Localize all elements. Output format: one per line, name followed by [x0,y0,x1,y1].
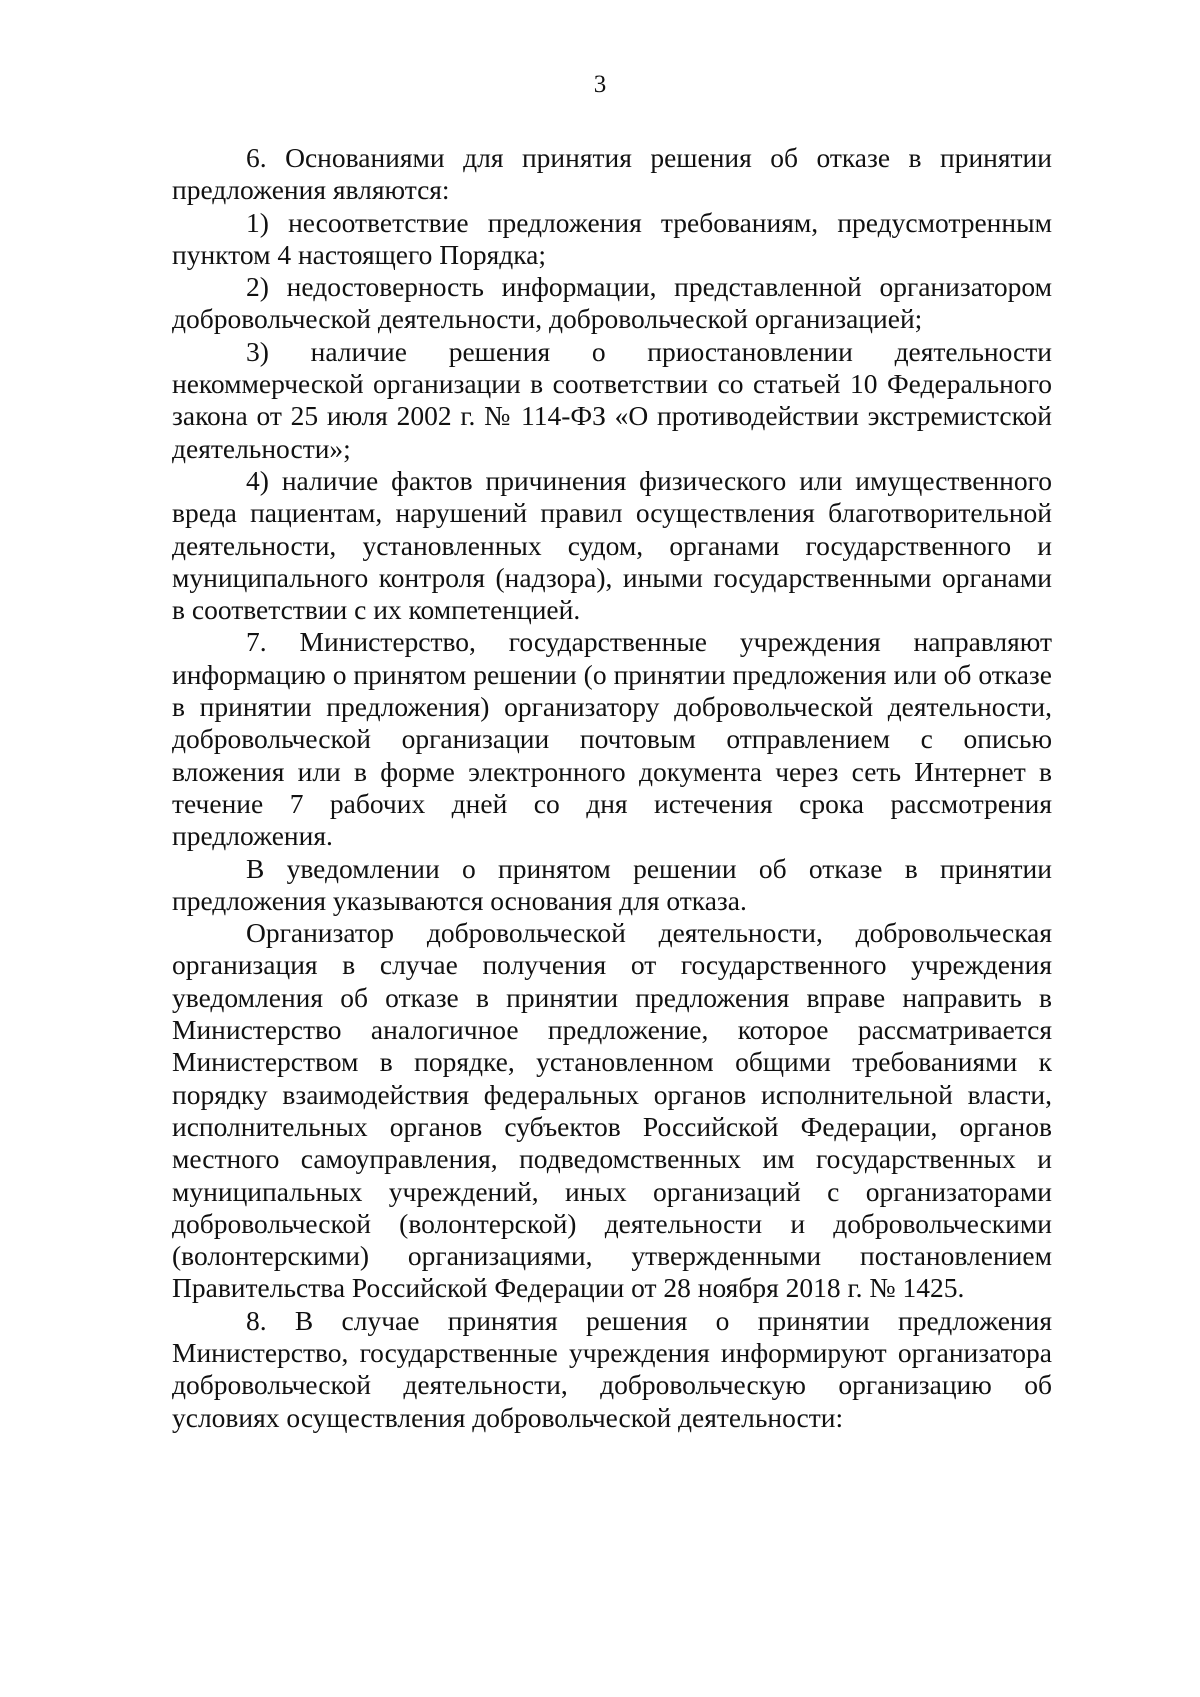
paragraph-organizer-appeal: Организатор добровольческой деятельности, добровольческая организация в случае получения от государственного учреждения уведомления об отказе в принятии предложения вправе направить в Министерство аналогичное предложение, которое рассматривается Министерством в порядке, установленном общими требованиями к порядку взаимодействия федеральных органов исполнительной власти, исполнительных органов субъектов Российской Федерации, органов местного самоуправления, подведомственных им государственных и муниципальных учреждений, иных организаций с организаторами добровольческой (волонтерской) деятельности и добровольческими (волонтерскими) организациями, утвержденными постановлением Правительства Российской Федерации от 28 ноября 2018 г. № 1425. [172,917,1052,1304]
paragraph-item-8: 8. В случае принятия решения о принятии предложения Министерство, государственные учреждения информируют организатора добровольческой деятельности, добровольческую организацию об условиях осуществления добровольческой деятельности: [172,1304,1052,1433]
paragraph-item-7: 7. Министерство, государственные учреждения направляют информацию о принятом решении (о принятии предложения или об отказе в принятии предложения) организатору добровольческой деятельности, добровольческой организации почтовым отправлением с описью вложения или в форме электронного документа через сеть Интернет в течение 7 рабочих дней со дня истечения срока рассмотрения предложения. [172,626,1052,852]
paragraph-subitem-4: 4) наличие фактов причинения физического или имущественного вреда пациентам, нарушений правил осуществления благотворительной деятельности, установленных судом, органами государственного и муниципального контроля (надзора), иными государственными органами в соответствии с их компетенцией. [172,464,1052,626]
document-body [172,142,1052,1434]
paragraph-subitem-3: 3) наличие решения о приостановлении деятельности некоммерческой организации в соответствии со статьей 10 Федерального закона от 25 июля 2002 г. № 114-ФЗ «О противодействии экстремистской деятельности»; [172,335,1052,464]
paragraph-subitem-2: 2) недостоверность информации, представленной организатором добровольческой деятельности, добровольческой организацией; [172,271,1052,335]
paragraph-item-6: 6. Основаниями для принятия решения об отказе в принятии предложения являются: [172,142,1052,206]
paragraph-refusal-notice: В уведомлении о принятом решении об отказе в принятии предложения указываются основания для отказа. [172,852,1052,916]
paragraph-subitem-1: 1) несоответствие предложения требованиям, предусмотренным пунктом 4 настоящего Порядка; [172,206,1052,270]
page-number: 3 [593,71,607,98]
